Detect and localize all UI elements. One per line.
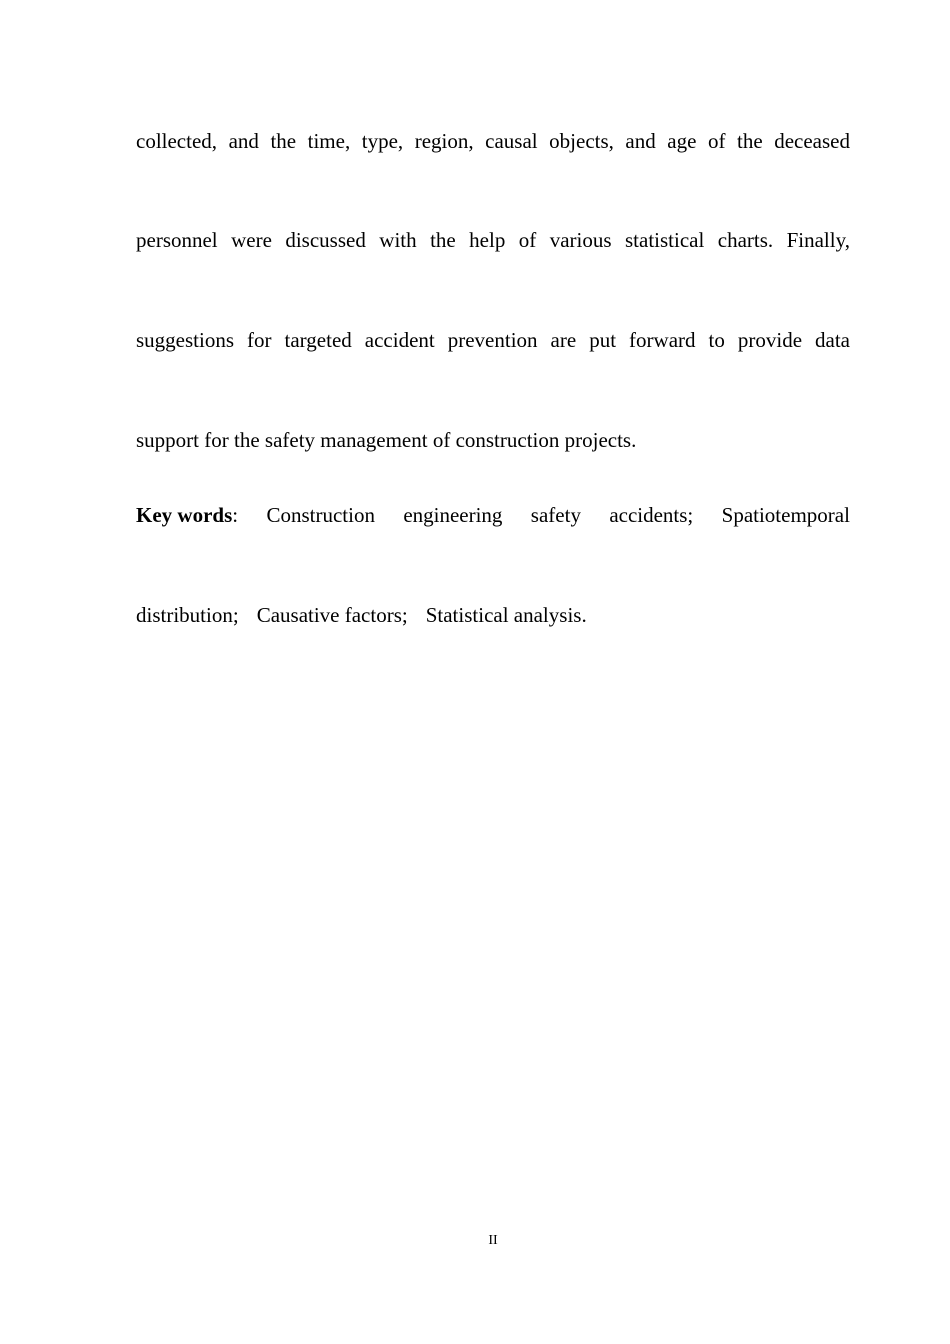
abstract-line-2: personnel were discussed with the help of various statistical charts. Finally, <box>136 228 850 252</box>
keyword-term: Spatiotemporal <box>721 503 850 527</box>
keywords-line-1 <box>136 502 850 528</box>
keywords-separator: : <box>232 503 239 527</box>
page-number: II <box>488 1233 498 1248</box>
abstract-line-3: suggestions for targeted accident prevention are put forward to provide data <box>136 328 850 352</box>
keyword-term: distribution; <box>136 603 239 627</box>
keywords-line-2 <box>136 602 850 628</box>
keyword-term: Construction <box>266 503 375 527</box>
abstract-line-4: support for the safety management of construction projects. <box>136 428 637 452</box>
keywords-label: Key words <box>136 503 233 527</box>
abstract-line-1: collected, and the time, type, region, causal objects, and age of the deceased <box>136 129 850 153</box>
keyword-term: Causative factors; <box>256 603 408 627</box>
keyword-term: safety <box>530 503 581 527</box>
keywords-label-group <box>136 502 238 528</box>
keyword-term: engineering <box>403 503 503 527</box>
keyword-term: Statistical analysis. <box>425 603 587 627</box>
keyword-term: accidents; <box>609 503 694 527</box>
